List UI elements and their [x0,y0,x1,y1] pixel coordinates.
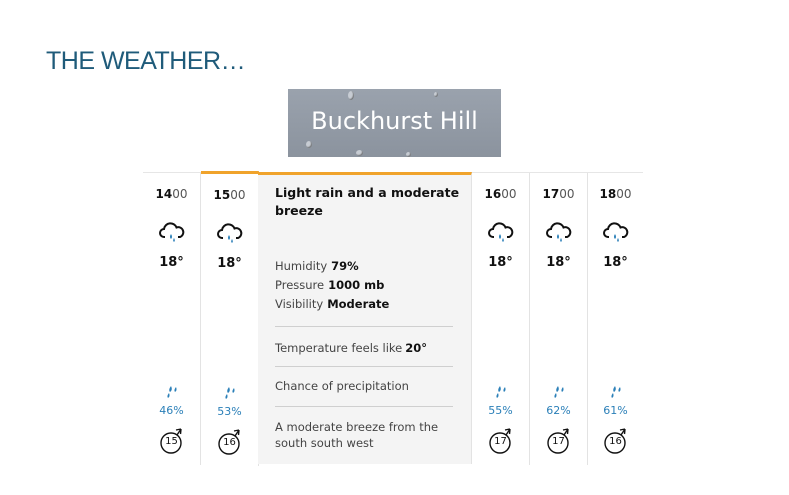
wind-speed: 17 [494,436,507,447]
wind-speed: 15 [165,436,178,447]
hour-label: 1800 [599,187,632,201]
temperature: 18° [546,255,571,270]
hour-column-1500[interactable] [201,171,259,466]
hour-column-1700[interactable] [530,173,588,465]
temperature: 18° [159,255,184,270]
pressure-value: 1000 mb [328,278,385,292]
humidity-value: 79% [331,259,359,273]
precipitation-label: Chance of precipitation [275,379,409,393]
precipitation-chance: 55% [488,404,513,417]
light-rain-icon [603,221,629,245]
wind-speed: 16 [609,436,622,447]
temperature: 18° [488,255,513,270]
hour-detail-panel [258,172,472,464]
hour-label: 1700 [542,187,575,201]
humidity-row: Humidity 79% [275,259,359,273]
visibility-row: Visibility Moderate [275,297,390,311]
raindrop-decoration [406,152,411,157]
feels-like-row: Temperature feels like 20° [275,341,428,355]
raindrop-decoration [434,92,438,97]
divider [275,366,453,367]
precipitation-chance: 53% [217,405,242,418]
raindrop-decoration [356,150,363,156]
light-rain-icon [546,221,572,245]
raindrops-icon [551,385,567,399]
hour-label: 1400 [155,187,188,201]
light-rain-icon [488,221,514,245]
raindrop-decoration [306,141,312,148]
feels-like-value: 20° [405,341,428,355]
hour-label: 1600 [484,187,517,201]
location-name: Buckhurst Hill [311,107,478,135]
raindrops-icon [164,385,180,399]
weather-summary: Light rain and a moderate breeze [275,185,460,218]
light-rain-icon [217,222,243,246]
hour-label: 1500 [213,188,246,202]
raindrop-decoration [348,91,354,100]
raindrops-icon [222,386,238,400]
visibility-value: Moderate [327,297,390,311]
light-rain-icon [159,221,185,245]
hour-column-1400[interactable] [143,173,201,465]
pressure-row: Pressure 1000 mb [275,278,385,292]
hour-column-1600[interactable] [472,173,530,465]
raindrops-icon [608,385,624,399]
precipitation-chance: 46% [159,404,184,417]
divider [275,406,453,407]
wind-description: A moderate breeze from the south south west [275,420,439,450]
hour-column-1800[interactable] [587,173,644,465]
wind-speed: 17 [552,436,565,447]
location-banner [288,89,501,157]
precipitation-chance: 62% [546,404,571,417]
divider [275,326,453,327]
wind-speed: 16 [223,437,236,448]
temperature: 18° [217,256,242,271]
precipitation-chance: 61% [603,404,628,417]
raindrops-icon [493,385,509,399]
page-title: THE WEATHER… [46,47,246,75]
temperature: 18° [603,255,628,270]
